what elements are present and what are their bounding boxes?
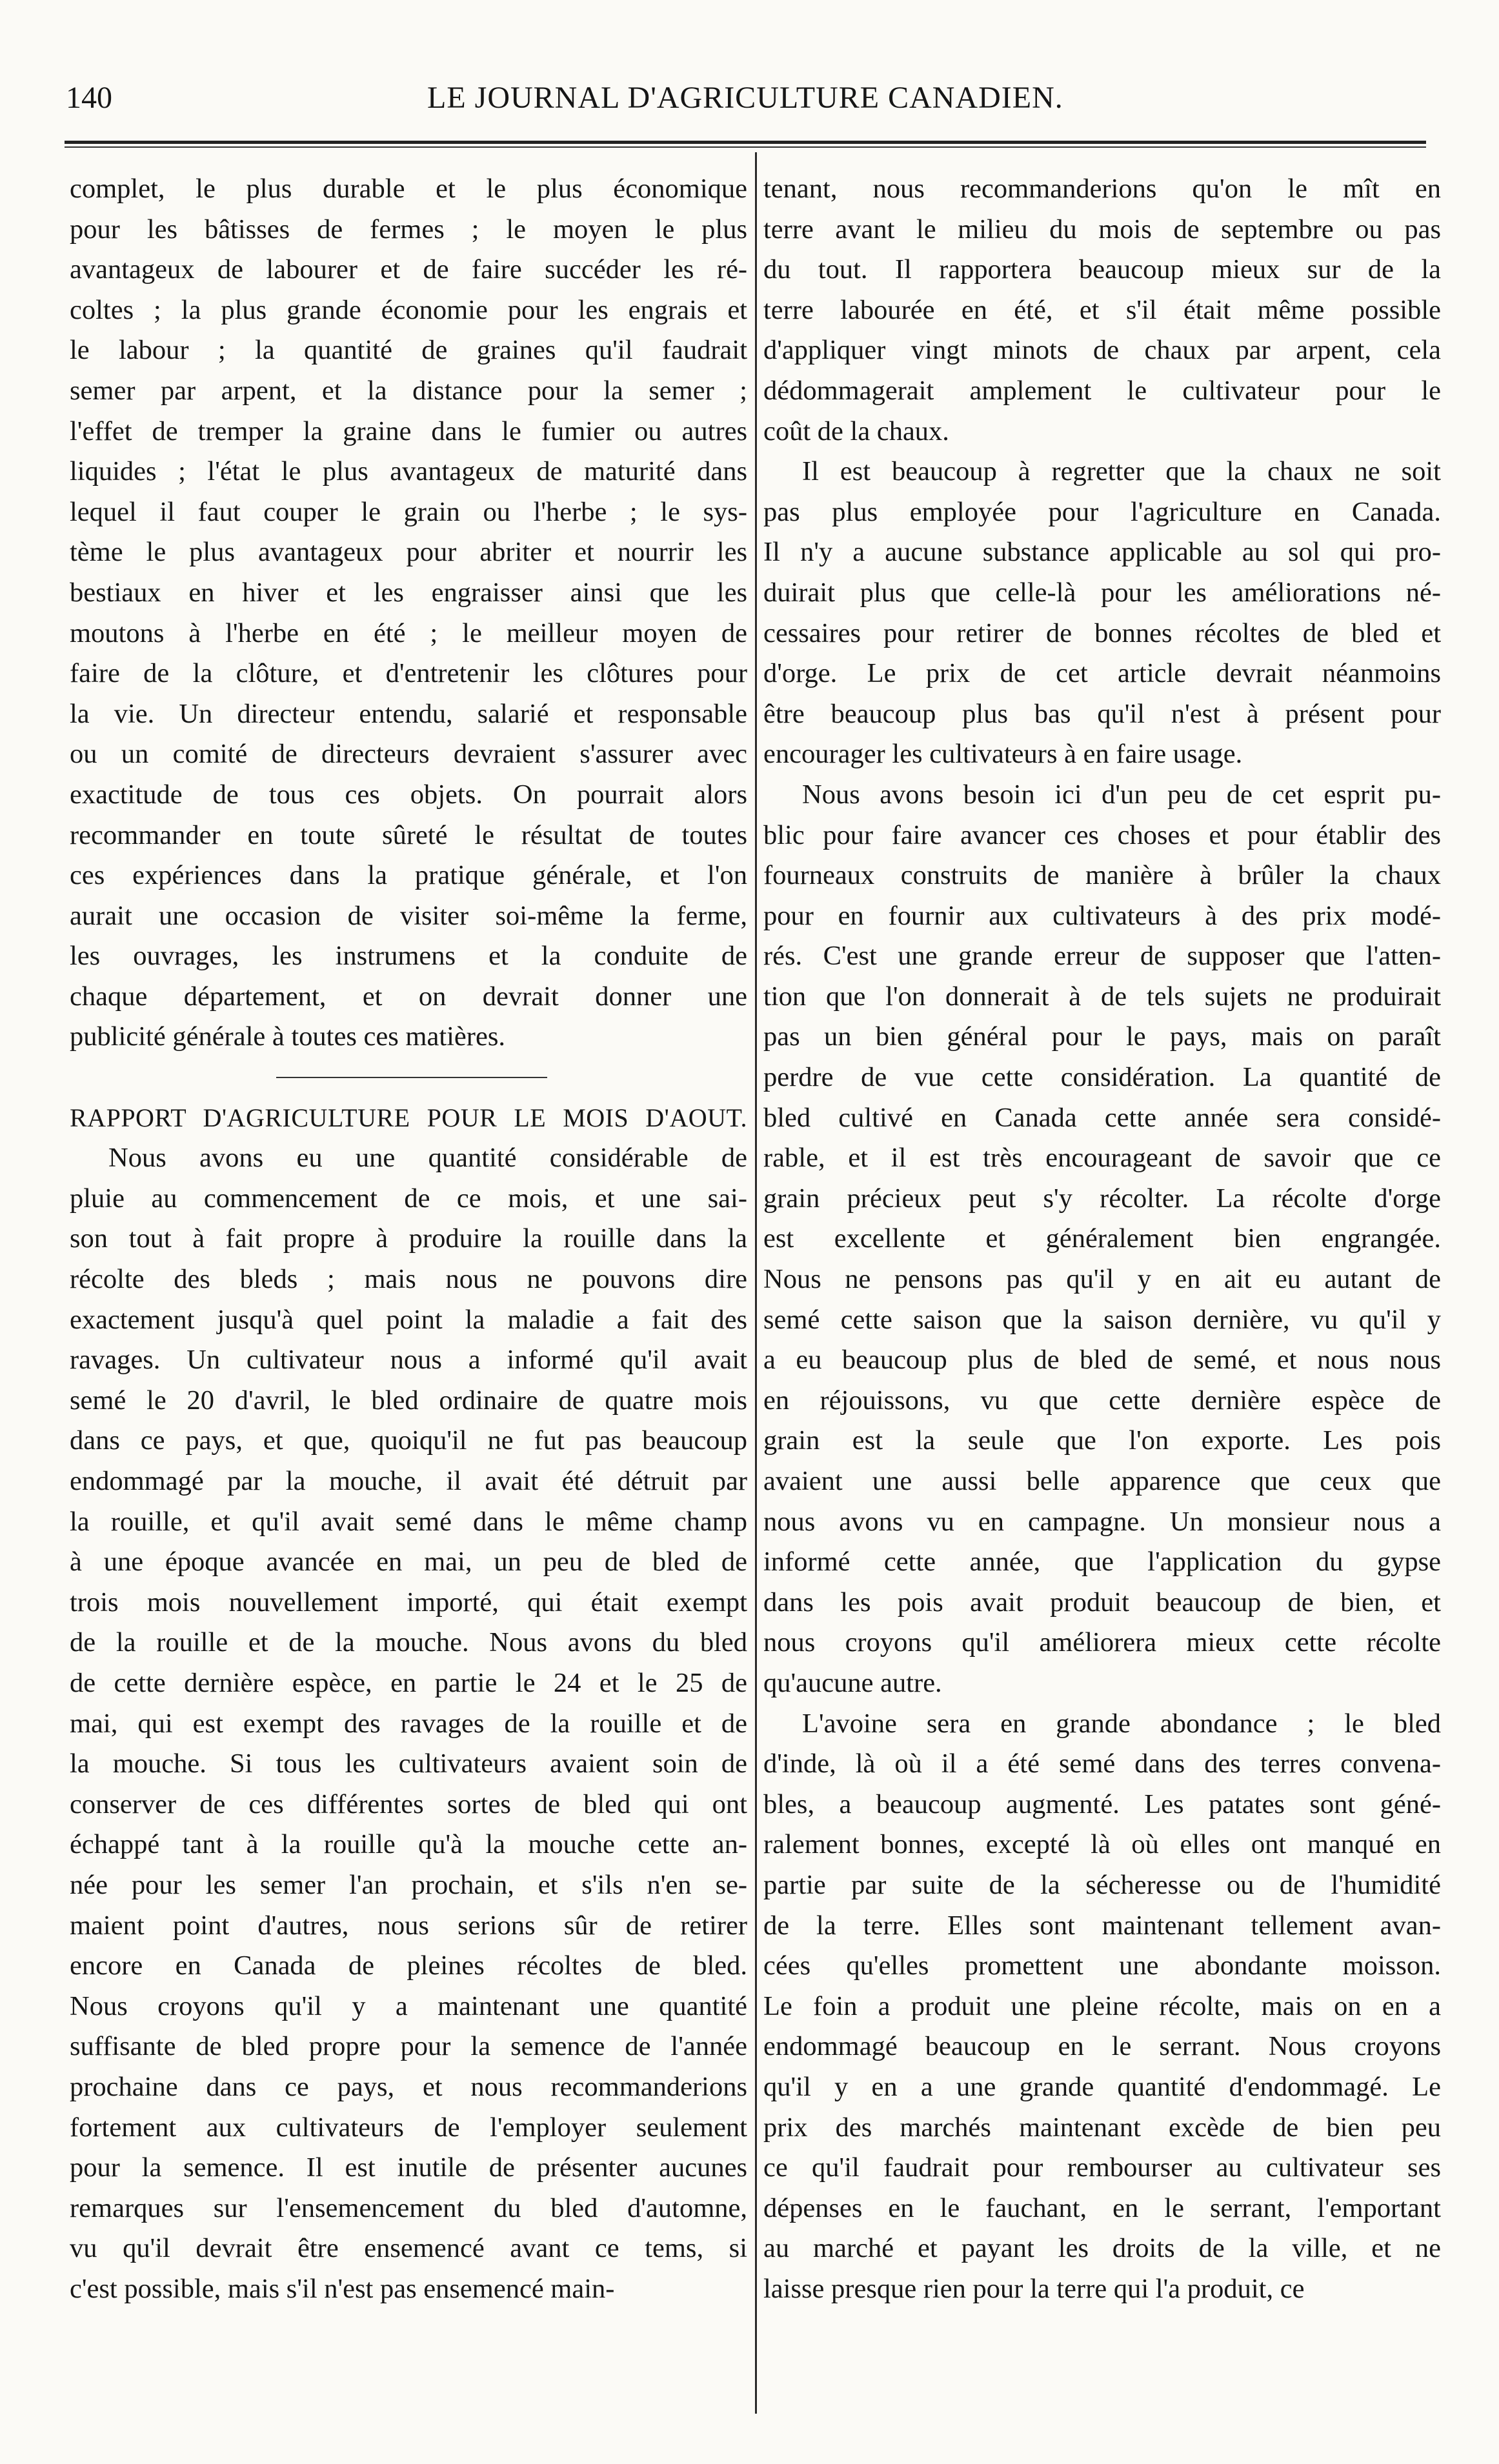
text-line: exactitude de tous ces objets. On pourrait alors	[70, 779, 747, 810]
right-paragraph-4	[763, 1704, 1441, 2310]
text-line: pour en fournir aux cultivateurs à des prix modé-	[763, 900, 1441, 931]
text-line: dépenses en le fauchant, en le serrant, l'emportant	[763, 2192, 1441, 2223]
text-line: blic pour faire avancer ces choses et pour établir des	[763, 819, 1441, 850]
left-paragraph-1	[70, 169, 747, 1057]
running-title: LE JOURNAL D'AGRICULTURE CANADIEN.	[427, 81, 1063, 115]
text-line: ou un comité de directeurs devraient s'assurer avec	[70, 739, 747, 770]
column-divider	[755, 152, 757, 2414]
text-line: son tout à fait propre à produire la rouille dans la	[70, 1223, 747, 1254]
text-line: endommagé beaucoup en le serrant. Nous croyons	[763, 2031, 1441, 2062]
text-line: mai, qui est exempt des ravages de la rouille et de	[70, 1708, 747, 1739]
left-column	[70, 169, 747, 2309]
text-line: cessaires pour retirer de bonnes récoltes de bled et	[763, 617, 1441, 648]
text-line: nous croyons qu'il améliorera mieux cette récolte	[763, 1627, 1441, 1658]
text-line: exactement jusqu'à quel point la maladie a fait des	[70, 1304, 747, 1335]
text-line: est excellente et généralement bien engrangée.	[763, 1223, 1441, 1254]
text-line: pas plus employée pour l'agriculture en Canada.	[763, 496, 1441, 527]
text-line: l'effet de tremper la graine dans le fumier ou autres	[70, 416, 747, 446]
text-line: Nous ne pensons pas qu'il y en ait eu autant de	[763, 1264, 1441, 1295]
text-line: endommagé par la mouche, il avait été détruit par	[70, 1466, 747, 1496]
text-line: semé cette saison que la saison dernière, vu qu'il y	[763, 1304, 1441, 1335]
text-line: publicité générale à toutes ces matières.	[70, 1021, 505, 1052]
text-line: d'inde, là où il a été semé dans des terres convena-	[763, 1748, 1441, 1779]
text-line: la rouille, et qu'il avait semé dans le même champ	[70, 1506, 747, 1537]
text-line: aurait une occasion de visiter soi-même la ferme,	[70, 900, 747, 931]
text-line: terre labourée en été, et s'il était même possible	[763, 294, 1441, 325]
header-rule	[65, 141, 1426, 144]
text-line: être beaucoup plus bas qu'il n'est à présent pour	[763, 698, 1441, 729]
text-line: dédommagerait amplement le cultivateur pour le	[763, 375, 1441, 406]
text-line: de cette dernière espèce, en partie le 24 et le 25 de	[70, 1667, 747, 1698]
text-line: encourager les cultivateurs à en faire usage.	[763, 739, 1243, 770]
text-line: duirait plus que celle-là pour les améliorations né-	[763, 577, 1441, 608]
text-line: Il n'y a aucune substance applicable au sol qui pro-	[763, 537, 1441, 568]
text-line: le labour ; la quantité de graines qu'il faudrait	[70, 335, 747, 366]
text-line: a eu beaucoup plus de bled de semé, et nous nous	[763, 1345, 1441, 1376]
text-line: chaque département, et on devrait donner une	[70, 981, 747, 1012]
text-line: lequel il faut couper le grain ou l'herbe ; le sys-	[70, 496, 747, 527]
text-line: moutons à l'herbe en été ; le meilleur moyen de	[70, 617, 747, 648]
text-line: avantageux de labourer et de faire succéder les ré-	[70, 254, 747, 285]
text-line: tion que l'on donnerait à de tels sujets ne produirait	[763, 981, 1441, 1012]
text-line: fortement aux cultivateurs de l'employer seulement	[70, 2112, 747, 2143]
text-line: coltes ; la plus grande économie pour les engrais et	[70, 294, 747, 325]
text-line: dans les pois avait produit beaucoup de bien, et	[763, 1587, 1441, 1618]
text-line: semer par arpent, et la distance pour la semer ;	[70, 375, 747, 406]
text-line: dans ce pays, et que, quoiqu'il ne fut pas beaucoup	[70, 1425, 747, 1456]
text-line: remarques sur l'ensemencement du bled d'automne,	[70, 2192, 747, 2223]
text-line: pas un bien général pour le pays, mais on paraît	[763, 1021, 1441, 1052]
text-line: c'est possible, mais s'il n'est pas ensemencé main-	[70, 2273, 615, 2304]
text-line: née pour les semer l'an prochain, et s'ils n'en se-	[70, 1869, 747, 1900]
text-line: prix des marchés maintenant excède de bien peu	[763, 2112, 1441, 2143]
text-line: Le foin a produit une pleine récolte, mais on en a	[763, 1990, 1441, 2021]
text-line: grain précieux peut s'y récolter. La récolte d'orge	[763, 1183, 1441, 1214]
text-line: ralement bonnes, excepté là où elles ont manqué en	[763, 1829, 1441, 1860]
text-line: perdre de vue cette considération. La quantité de	[763, 1062, 1441, 1093]
text-line: rés. C'est une grande erreur de supposer que l'atten-	[763, 941, 1441, 972]
text-line: récolte des bleds ; mais nous ne pouvons dire	[70, 1264, 747, 1295]
text-line: nous avons vu en campagne. Un monsieur nous a	[763, 1506, 1441, 1537]
text-line: Nous avons eu une quantité considérable de	[108, 1143, 747, 1174]
text-line: rable, et il est très encourageant de savoir que ce	[763, 1143, 1441, 1174]
text-line: bled cultivé en Canada cette année sera considé-	[763, 1102, 1441, 1133]
text-line: faire de la clôture, et d'entretenir les clôtures pour	[70, 658, 747, 689]
text-line: ces expériences dans la pratique générale, et l'on	[70, 860, 747, 891]
text-line: Il est beaucoup à regretter que la chaux ne soit	[802, 456, 1441, 487]
text-line: en réjouissons, vu que cette dernière espèce de	[763, 1385, 1441, 1416]
text-line: échappé tant à la rouille qu'à la mouche cette an-	[70, 1829, 747, 1860]
text-line: prochaine dans ce pays, et nous recommanderions	[70, 2071, 747, 2102]
text-line: avaient une aussi belle apparence que ceux que	[763, 1466, 1441, 1496]
text-line: fourneaux construits de manière à brûler la chaux	[763, 860, 1441, 891]
text-line: les ouvrages, les instrumens et la conduite de	[70, 941, 747, 972]
right-paragraph-2	[763, 452, 1441, 775]
text-line: Nous avons besoin ici d'un peu de cet esprit pu-	[802, 779, 1441, 810]
text-line: pluie au commencement de ce mois, et une sai-	[70, 1183, 747, 1214]
text-line: semé le 20 d'avril, le bled ordinaire de quatre mois	[70, 1385, 747, 1416]
text-line: au marché et payant les droits de la ville, et ne	[763, 2233, 1441, 2264]
text-line: laisse presque rien pour la terre qui l'a produit, ce	[763, 2273, 1305, 2304]
text-line: à une époque avancée en mai, un peu de bled de	[70, 1547, 747, 1578]
page-number: 140	[66, 81, 112, 115]
page-header	[66, 72, 1425, 124]
text-line: du tout. Il rapportera beaucoup mieux sur de la	[763, 254, 1441, 285]
text-line: conserver de ces différentes sortes de bled qui ont	[70, 1788, 747, 1819]
section-separator	[276, 1077, 547, 1078]
right-paragraph-1	[763, 169, 1441, 452]
text-line: encore en Canada de pleines récoltes de bled.	[70, 1950, 747, 1981]
text-line: coût de la chaux.	[763, 416, 949, 446]
text-line: ravages. Un cultivateur nous a informé qu'il avait	[70, 1345, 747, 1376]
text-line: bles, a beaucoup augmenté. Les patates sont géné-	[763, 1788, 1441, 1819]
text-line: tenant, nous recommanderions qu'on le mît en	[763, 174, 1441, 204]
text-line: qu'aucune autre.	[763, 1667, 942, 1698]
text-line: la mouche. Si tous les cultivateurs avaient soin de	[70, 1748, 747, 1779]
left-paragraph-2	[70, 1138, 747, 2309]
right-paragraph-3	[763, 775, 1441, 1704]
text-line: grain est la seule que l'on exporte. Les pois	[763, 1425, 1441, 1456]
text-line: pour la semence. Il est inutile de présenter aucunes	[70, 2152, 747, 2183]
section-title: RAPPORT D'AGRICULTURE POUR LE MOIS D'AOUT.	[70, 1103, 747, 1132]
text-line: informé cette année, que l'application du gypse	[763, 1547, 1441, 1578]
right-column	[763, 169, 1441, 2309]
text-line: recommander en toute sûreté le résultat de toutes	[70, 819, 747, 850]
text-line: tème le plus avantageux pour abriter et nourrir les	[70, 537, 747, 568]
text-line: ce qu'il faudrait pour rembourser au cultivateur ses	[763, 2152, 1441, 2183]
text-line: Nous croyons qu'il y a maintenant une quantité	[70, 1990, 747, 2021]
text-line: d'orge. Le prix de cet article devrait néanmoins	[763, 658, 1441, 689]
text-line: maient point d'autres, nous serions sûr de retirer	[70, 1910, 747, 1941]
text-line: de la rouille et de la mouche. Nous avons du bled	[70, 1627, 747, 1658]
text-line: complet, le plus durable et le plus économique	[70, 174, 747, 204]
text-line: terre avant le milieu du mois de septembre ou pas	[763, 214, 1441, 245]
text-line: L'avoine sera en grande abondance ; le bled	[802, 1708, 1441, 1739]
text-line: la vie. Un directeur entendu, salarié et responsable	[70, 698, 747, 729]
text-line: suffisante de bled propre pour la semence de l'année	[70, 2031, 747, 2062]
section-separator-wrap	[70, 1057, 747, 1098]
text-line: qu'il y en a une grande quantité d'endommagé. Le	[763, 2071, 1441, 2102]
header-rule-thin	[65, 146, 1426, 148]
text-line: d'appliquer vingt minots de chaux par arpent, cela	[763, 335, 1441, 366]
text-line: bestiaux en hiver et les engraisser ainsi que les	[70, 577, 747, 608]
text-line: liquides ; l'état le plus avantageux de maturité dans	[70, 456, 747, 487]
text-line: partie par suite de la sécheresse ou de l'humidité	[763, 1869, 1441, 1900]
text-line: de la terre. Elles sont maintenant tellement avan-	[763, 1910, 1441, 1941]
text-line: cées qu'elles promettent une abondante moisson.	[763, 1950, 1441, 1981]
text-line: pour les bâtisses de fermes ; le moyen le plus	[70, 214, 747, 245]
text-line: vu qu'il devrait être ensemencé avant ce tems, si	[70, 2233, 747, 2264]
text-line: trois mois nouvellement importé, qui était exempt	[70, 1587, 747, 1618]
